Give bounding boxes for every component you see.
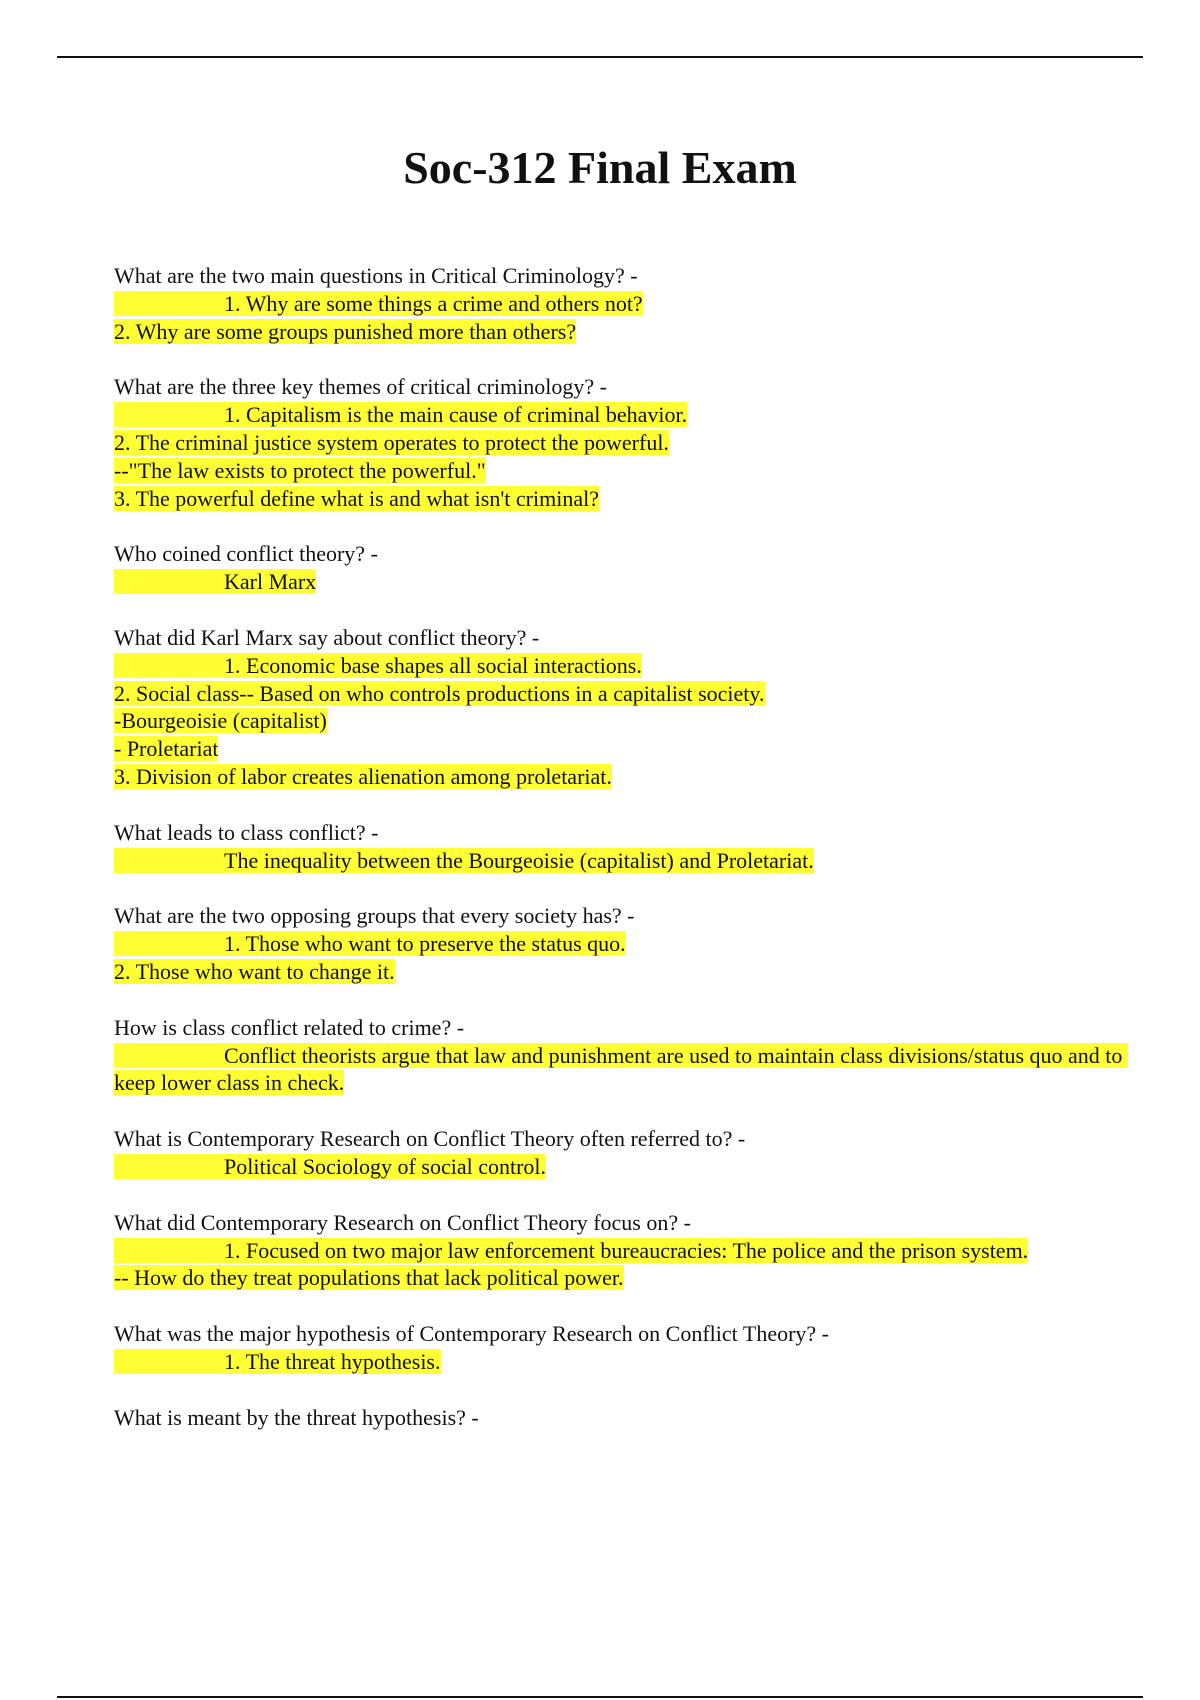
answer-highlight: Political Sociology of social control.: [114, 1153, 547, 1179]
answer-highlight: The inequality between the Bourgeoisie (capitalist) and Proletariat.: [114, 847, 814, 873]
question-text: What are the two opposing groups that every society has? -: [114, 903, 635, 929]
bottom-rule: [57, 1696, 1143, 1698]
question-text: What is Contemporary Research on Conflict Theory often referred to? -: [114, 1126, 746, 1152]
answer-highlight: Karl Marx: [114, 569, 317, 595]
question-text: What did Karl Marx say about conflict theory? -: [114, 624, 540, 650]
question-text: Who coined conflict theory? -: [114, 541, 378, 567]
answer-block: [114, 1153, 1124, 1181]
qa-item: [114, 1404, 1124, 1432]
qa-item: [114, 1014, 1128, 1097]
qa-item: [114, 262, 1124, 345]
answer-block: [114, 1237, 1124, 1293]
question-text: How is class conflict related to crime? -: [114, 1014, 465, 1040]
qa-item: [114, 1125, 1124, 1181]
question-text: What did Contemporary Research on Conflict Theory focus on? -: [114, 1209, 691, 1235]
answer-block: [114, 1042, 1128, 1098]
answer-highlight: 1. Focused on two major law enforcement bureaucracies: The police and the prison system. -- How do they treat populations that lack political power.: [114, 1237, 1029, 1291]
answer-block: [114, 290, 1124, 346]
answer-highlight: 1. Capitalism is the main cause of criminal behavior. 2. The criminal justice system operates to protect the powerful. --"The law exists to protect the powerful." 3. The powerful define what is and what isn't criminal?: [114, 402, 688, 511]
qa-item: [114, 1209, 1124, 1292]
question-text: What are the two main questions in Critical Criminology? -: [114, 263, 638, 288]
question-text: What are the three key themes of critical criminology? -: [114, 374, 607, 400]
qa-list: [114, 262, 1128, 1460]
answer-highlight: 1. The threat hypothesis.: [114, 1348, 441, 1374]
qa-item: [114, 1320, 1124, 1376]
qa-item: [114, 902, 1124, 985]
answer-block: [114, 568, 1124, 596]
answer-block: [114, 847, 1124, 875]
question-text: What leads to class conflict? -: [114, 819, 379, 845]
answer-block: [114, 401, 1124, 512]
answer-highlight: 1. Why are some things a crime and others not? 2. Why are some groups punished more than others?: [114, 290, 643, 344]
answer-block: [114, 930, 1124, 986]
qa-item: [114, 540, 1124, 596]
qa-item: [114, 373, 1124, 512]
qa-item: [114, 819, 1124, 875]
answer-highlight: 1. Economic base shapes all social interactions. 2. Social class-- Based on who controls productions in a capitalist society. -Bourgeoisie (capitalist) - Proletariat 3. Division of labor creates alienation among proletariat.: [114, 652, 765, 789]
answer-block: [114, 652, 1124, 791]
top-rule: [57, 56, 1143, 58]
page-title: Soc-312 Final Exam: [403, 142, 797, 193]
answer-highlight: 1. Those who want to preserve the status quo. 2. Those who want to change it.: [114, 931, 626, 984]
qa-item: [114, 624, 1124, 791]
answer-block: [114, 1348, 1124, 1376]
question-text: What was the major hypothesis of Contemporary Research on Conflict Theory? -: [114, 1321, 830, 1347]
question-text: What is meant by the threat hypothesis? -: [114, 1404, 479, 1430]
answer-highlight: Conflict theorists argue that law and punishment are used to maintain class divisions/status quo and to keep lower class in check.: [114, 1042, 1128, 1096]
